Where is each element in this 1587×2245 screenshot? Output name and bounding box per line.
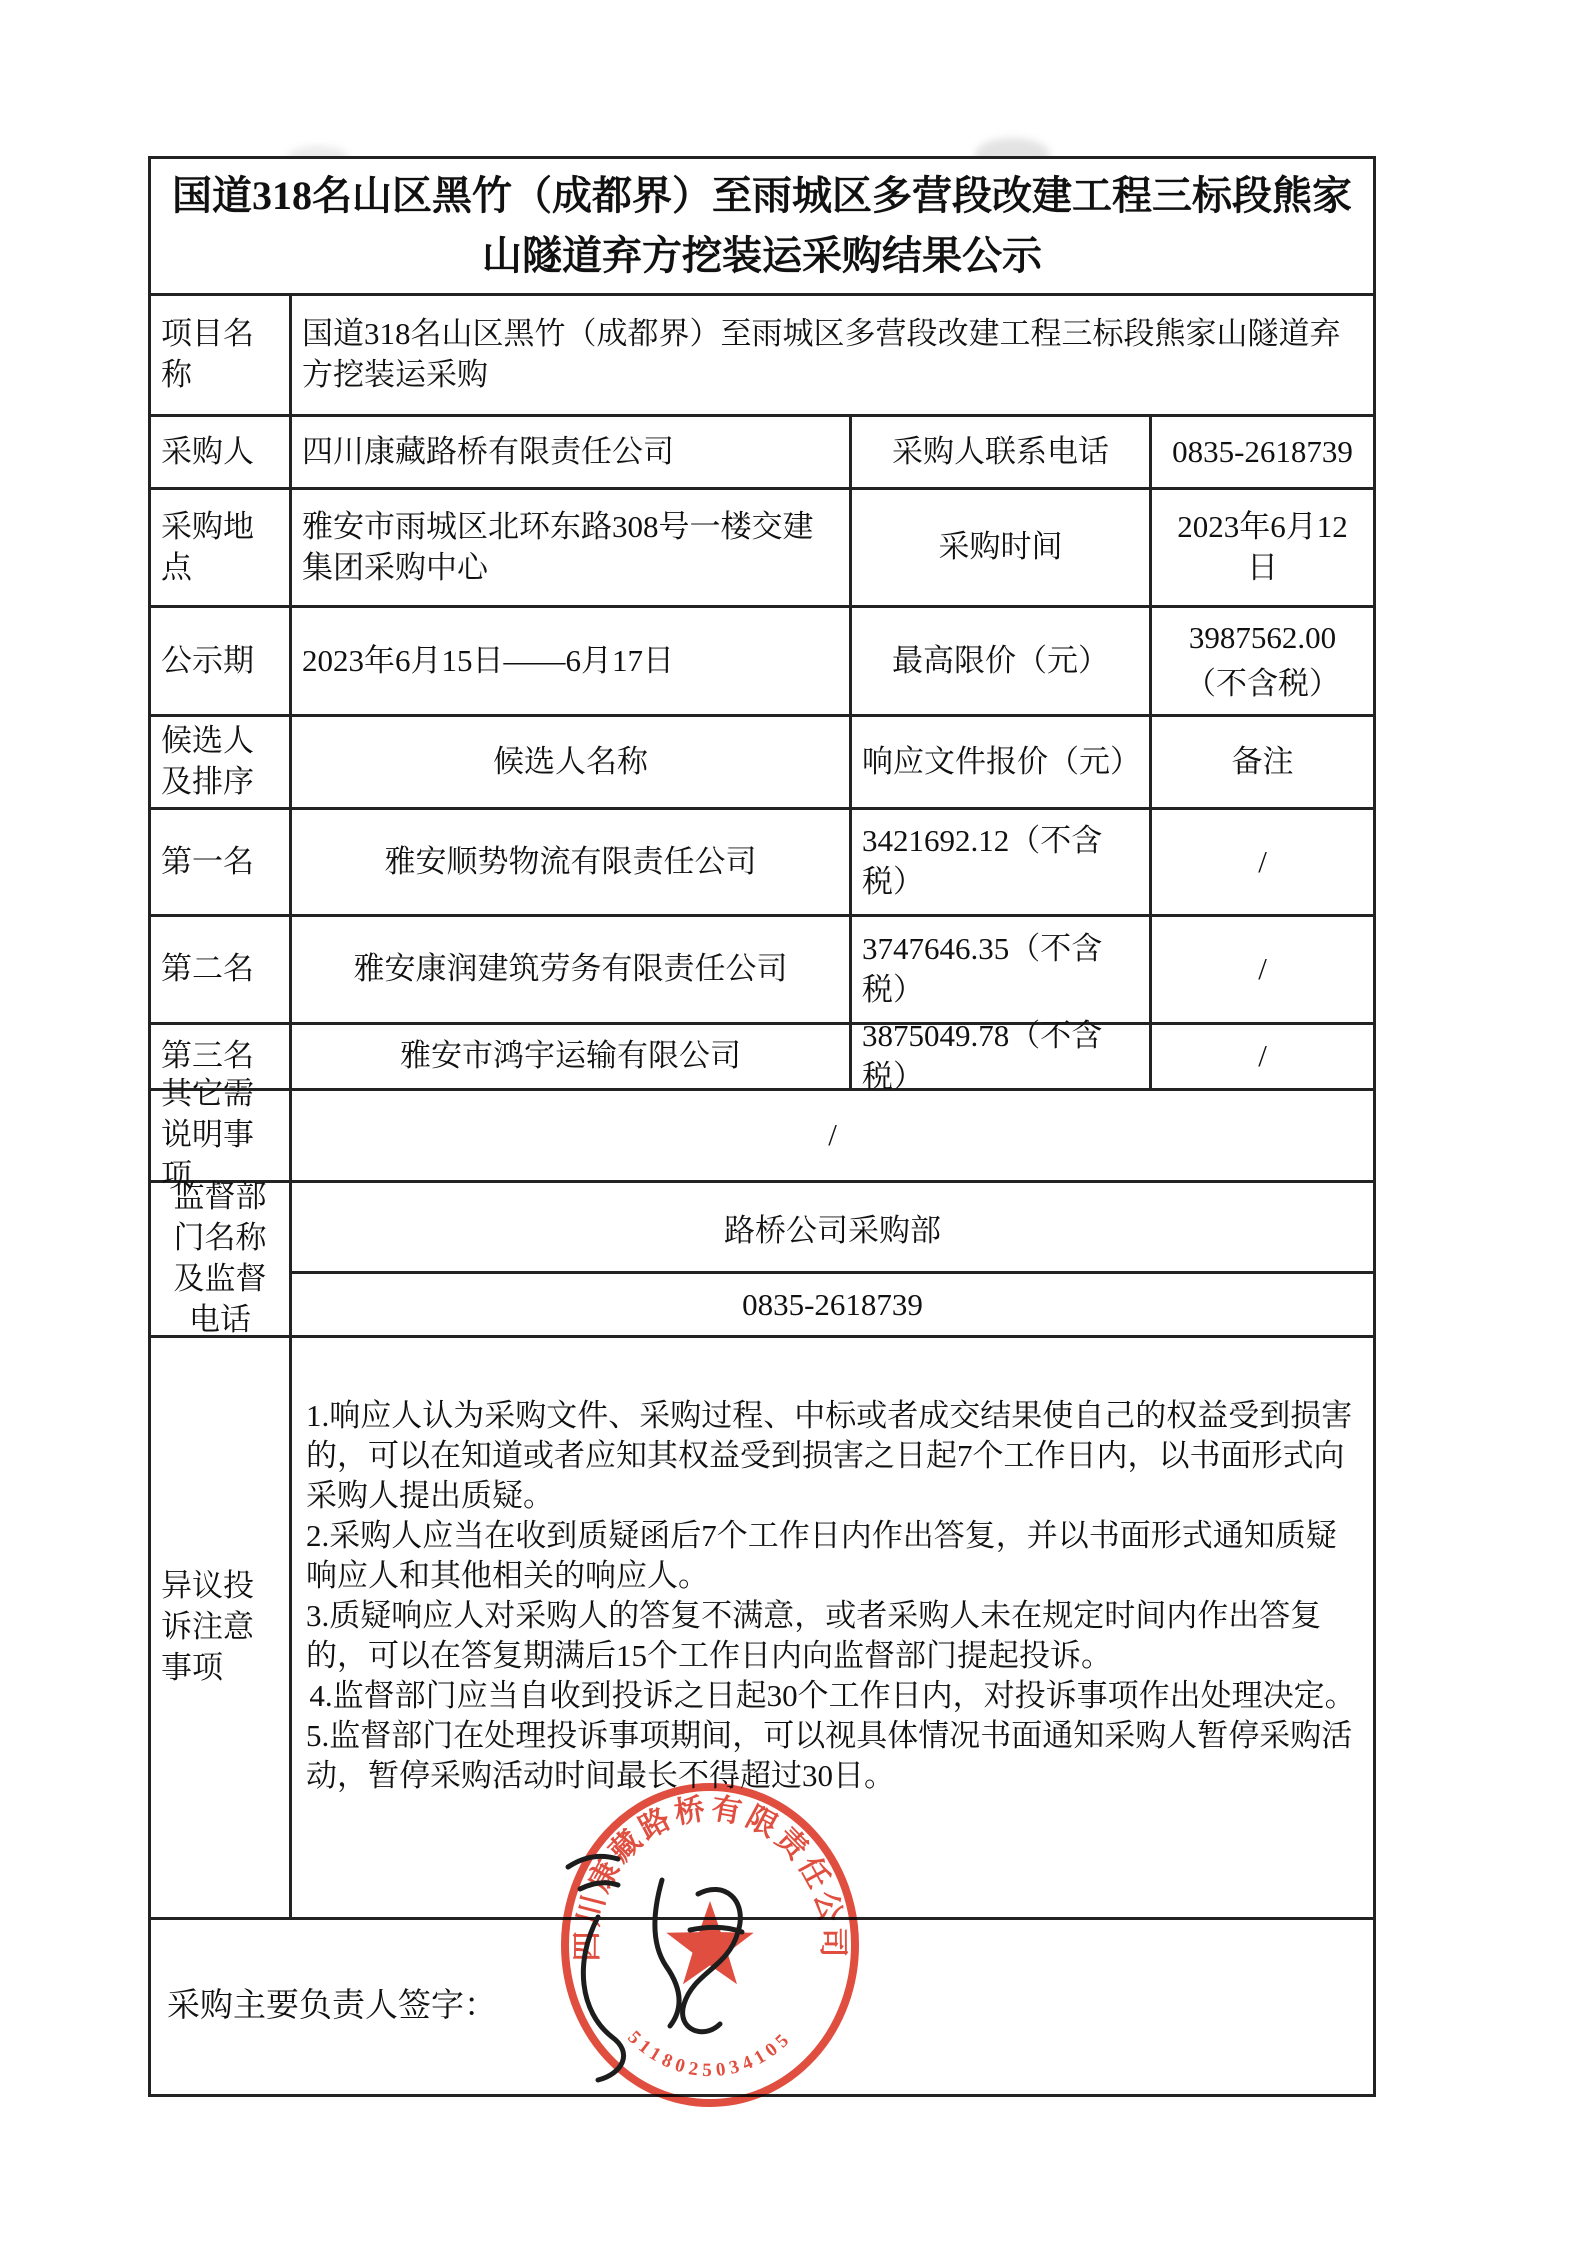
candidate-bid-header: 响应文件报价（元） <box>852 717 1152 807</box>
table-row-candidate-2 <box>151 917 1373 1025</box>
purchase-time-value: 2023年6月12日 <box>1177 508 1348 585</box>
signature-label: 采购主要负责人签字： <box>167 1988 497 2025</box>
purchase-time-label: 采购时间 <box>852 490 1152 605</box>
row-candidates-header <box>151 717 1373 810</box>
purchaser-phone-value: 0835-2618739 <box>1172 433 1353 469</box>
supervision-dept: 路桥公司采购部 <box>292 1183 1373 1274</box>
page-title <box>151 159 1373 293</box>
row-publicity-period <box>151 608 1373 717</box>
objection-item-1: 1.响应人认为采购文件、采购过程、中标或者成交结果使自己的权益受到损害的，可以在知道或者应知其权益受到损害之日起7个工作日内，以书面形式向采购人提出质疑。 <box>306 1397 1353 1513</box>
candidates-rank-label: 候选人及排序 <box>151 717 292 807</box>
objection-item-2: 2.采购人应当在收到质疑函后7个工作日内作出答复，并以书面形式通知质疑响应人和其他相关的响应人。 <box>306 1517 1337 1593</box>
row-location <box>151 490 1373 608</box>
row-project-name <box>151 296 1373 417</box>
row-signature <box>151 1920 1373 2094</box>
objection-item-3: 3.质疑响应人对采购人的答复不满意，或者采购人未在规定时间内作出答复的，可以在答复期满后15个工作日内向监督部门提起投诉。 <box>306 1597 1322 1673</box>
candidate-rank: 第三名 <box>151 1025 292 1088</box>
project-name-value: 国道318名山区黑竹（成都界）至雨城区多营段改建工程三标段熊家山隧道弃方挖装运采购 <box>302 316 1341 392</box>
candidate-remark: / <box>1258 1038 1267 1074</box>
objection-label: 异议投诉注意事项 <box>151 1338 292 1917</box>
max-price-label: 最高限价（元） <box>852 608 1152 714</box>
purchaser-phone-label: 采购人联系电话 <box>852 417 1152 487</box>
row-objection-notes <box>151 1338 1373 1920</box>
max-price-tax-note: （不含税） <box>1185 666 1340 701</box>
candidate-rank: 第二名 <box>151 917 292 1022</box>
table-row-candidate-3 <box>151 1017 1373 1094</box>
other-notes-value: / <box>828 1117 837 1153</box>
location-label: 采购地点 <box>151 490 292 605</box>
row-supervision <box>151 1179 1373 1338</box>
candidate-name-header: 候选人名称 <box>292 717 852 807</box>
candidate-name: 雅安顺势物流有限责任公司 <box>292 810 852 914</box>
project-name-label: 项目名称 <box>151 296 292 414</box>
publicity-label: 公示期 <box>151 608 292 714</box>
page-title-line1: 国道318名山区黑竹（成都界）至雨城区多营段改建工程三标段熊家 <box>172 173 1352 218</box>
publicity-value: 2023年6月15日——6月17日 <box>292 608 852 714</box>
purchaser-label: 采购人 <box>151 417 292 487</box>
objection-item-5: 5.监督部门在处理投诉事项期间，可以视具体情况书面通知采购人暂停采购活动，暂停采购活动时间最长不得超过30日。 <box>306 1717 1353 1793</box>
procurement-result-table <box>148 156 1376 2097</box>
row-other-notes <box>151 1076 1373 1193</box>
table-row-candidate-1 <box>151 810 1373 917</box>
location-value: 雅安市雨城区北环东路308号一楼交建集团采购中心 <box>292 490 852 605</box>
candidate-remark-header: 备注 <box>1231 743 1294 779</box>
page-title-line2: 山隧道弃方挖装运采购结果公示 <box>482 233 1042 278</box>
candidate-name: 雅安市鸿宇运输有限公司 <box>292 1025 852 1088</box>
candidate-bid: 3747646.35（不含税） <box>852 917 1152 1022</box>
supervision-phone: 0835-2618739 <box>742 1286 923 1322</box>
other-notes-label: 其它需说明事项 <box>151 1091 292 1180</box>
candidate-bid: 3421692.12（不含税） <box>852 810 1152 914</box>
candidate-remark: / <box>1258 951 1267 987</box>
objection-body <box>292 1338 1373 1917</box>
max-price-value <box>1152 608 1373 714</box>
seal-company-textpath: 四川康藏路桥有限责任公司 <box>570 1792 850 1962</box>
candidate-bid: 3875049.78（不含税） <box>852 1025 1152 1088</box>
objection-item-4: 4.监督部门应当自收到投诉之日起30个工作日内，对投诉事项作出处理决定。 <box>309 1677 1356 1713</box>
candidate-remark: / <box>1258 843 1267 879</box>
purchaser-value: 四川康藏路桥有限责任公司 <box>292 417 852 487</box>
max-price-amount: 3987562.00 <box>1188 619 1337 655</box>
seal-number-textpath: 5118025034105 <box>623 2026 797 2082</box>
row-title <box>151 159 1373 296</box>
supervision-label: 监督部门名称及监督电话 <box>151 1183 292 1335</box>
candidate-name: 雅安康润建筑劳务有限责任公司 <box>292 917 852 1022</box>
row-purchaser <box>151 417 1373 490</box>
candidate-rank: 第一名 <box>151 810 292 914</box>
supervision-values <box>292 1183 1373 1335</box>
